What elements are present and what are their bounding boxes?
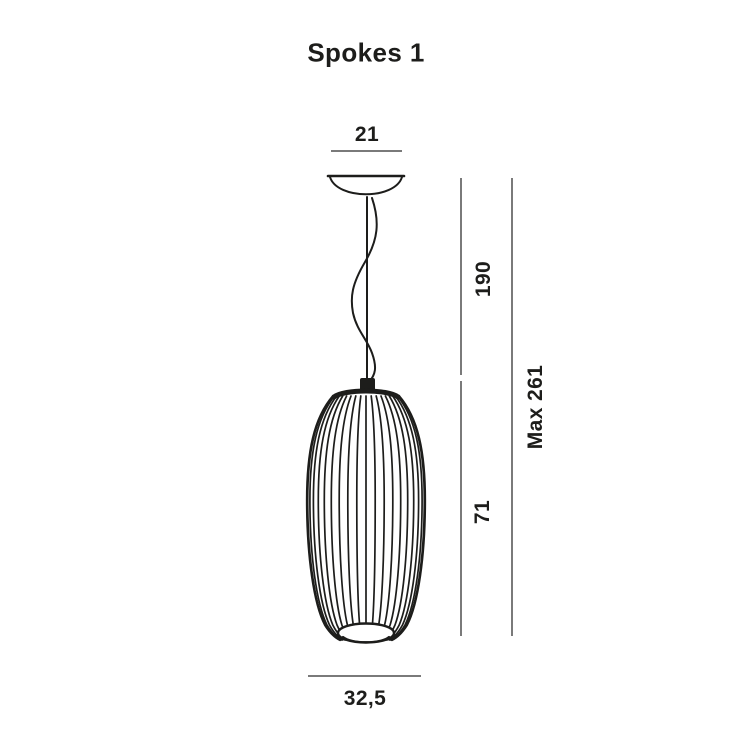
lamp-drawing	[307, 176, 425, 643]
dim-label-shade-width: 32,5	[343, 687, 387, 710]
dim-label-max-height: Max 261	[524, 364, 547, 450]
spoke-rib	[378, 396, 393, 640]
suspension-cable	[352, 198, 377, 383]
diagram-title: Spokes 1	[307, 37, 425, 68]
spoke-rib	[357, 396, 362, 640]
canopy-bowl	[330, 177, 402, 194]
dim-label-canopy-width: 21	[354, 123, 380, 146]
dim-label-cable-length: 190	[472, 260, 495, 298]
shade-spokes	[307, 396, 425, 640]
dim-label-shade-height: 71	[471, 499, 494, 525]
spoke-rib	[370, 396, 375, 640]
spoke-rib	[339, 396, 354, 640]
